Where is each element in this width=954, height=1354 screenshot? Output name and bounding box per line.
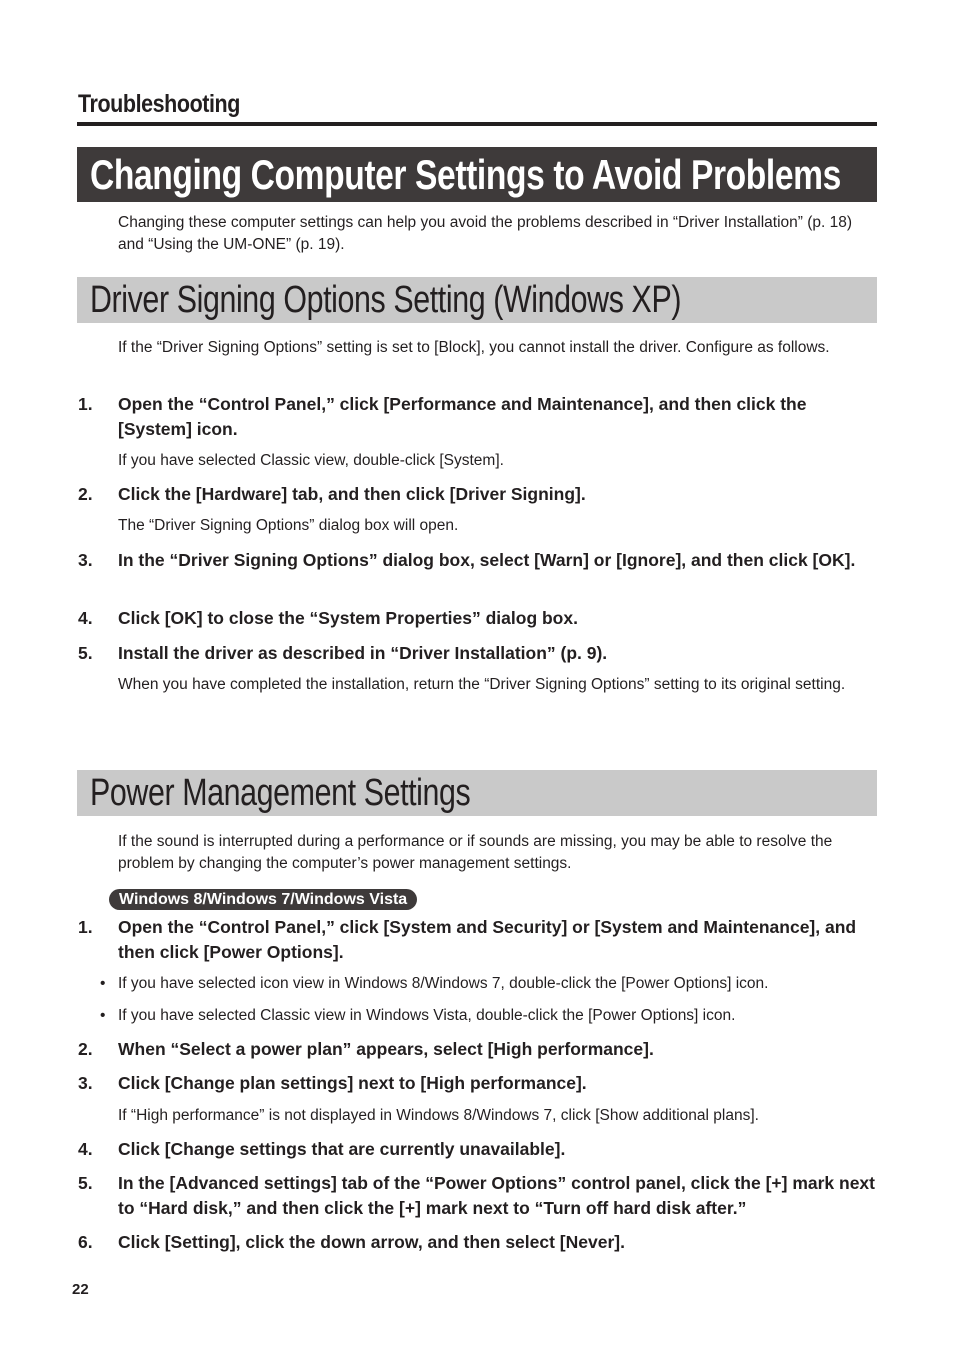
step-number: 2. bbox=[78, 484, 93, 504]
step-number: 5. bbox=[78, 1173, 93, 1193]
power-title: Power Management Settings bbox=[90, 772, 471, 814]
step-text: Click [Change plan settings] next to [High performance]. bbox=[118, 1073, 587, 1093]
pw-step-6 bbox=[78, 1230, 878, 1255]
ds-step-5 bbox=[78, 641, 878, 666]
bullet-icon: • bbox=[100, 1007, 106, 1024]
pw-step-3 bbox=[78, 1071, 878, 1096]
header-rule bbox=[77, 122, 877, 126]
step-text: Click [OK] to close the “System Properties” dialog box. bbox=[118, 608, 578, 628]
step-number: 2. bbox=[78, 1039, 93, 1059]
ds-step-5-note: When you have completed the installation, return the “Driver Signing Options” setting to its original setting. bbox=[118, 676, 846, 693]
ds-step-4 bbox=[78, 606, 878, 631]
power-title-bar bbox=[77, 770, 877, 816]
driver-signing-title: Driver Signing Options Setting (Windows XP) bbox=[90, 279, 682, 321]
ds-step-2-note: The “Driver Signing Options” dialog box will open. bbox=[118, 517, 459, 534]
pw-step-4 bbox=[78, 1137, 878, 1162]
ds-step-3 bbox=[78, 548, 878, 573]
step-number: 6. bbox=[78, 1232, 93, 1252]
step-number: 4. bbox=[78, 608, 93, 628]
step-number: 3. bbox=[78, 1073, 93, 1093]
pw-step-5 bbox=[78, 1171, 878, 1220]
step-number: 4. bbox=[78, 1139, 93, 1159]
step-text: Open the “Control Panel,” click [System and Security] or [System and Maintenance], and then click [Power Options]. bbox=[118, 917, 857, 962]
step-text: In the [Advanced settings] tab of the “Power Options” control panel, click the [+] mark next to “Hard disk,” and then click the [+] mark next to “Turn off hard disk after.” bbox=[118, 1173, 875, 1218]
step-text: Install the driver as described in “Driver Installation” (p. 9). bbox=[118, 643, 608, 663]
ds-step-1 bbox=[78, 392, 878, 441]
pw-bullet-1 bbox=[100, 973, 878, 995]
step-text: Click [Change settings that are currently unavailable]. bbox=[118, 1139, 566, 1159]
ds-step-1-note: If you have selected Classic view, double-click [System]. bbox=[118, 452, 504, 469]
bullet-text: If you have selected Classic view in Windows Vista, double-click the [Power Options] icon. bbox=[118, 1007, 736, 1024]
step-text: Open the “Control Panel,” click [Performance and Maintenance], and then click the [System] icon. bbox=[118, 394, 807, 439]
pw-step-1 bbox=[78, 915, 878, 964]
step-number: 1. bbox=[78, 917, 93, 937]
bullet-icon: • bbox=[100, 975, 106, 992]
step-text: When “Select a power plan” appears, select [High performance]. bbox=[118, 1039, 654, 1059]
step-text: Click [Setting], click the down arrow, and then select [Never]. bbox=[118, 1232, 625, 1252]
step-text: Click the [Hardware] tab, and then click [Driver Signing]. bbox=[118, 484, 586, 504]
main-title: Changing Computer Settings to Avoid Problems bbox=[90, 151, 841, 198]
step-number: 3. bbox=[78, 550, 93, 570]
ds-step-2 bbox=[78, 482, 878, 507]
page-number: 22 bbox=[72, 1281, 89, 1298]
step-number: 1. bbox=[78, 394, 93, 414]
step-number: 5. bbox=[78, 643, 93, 663]
os-label-badge: Windows 8/Windows 7/Windows Vista bbox=[109, 889, 417, 910]
driver-signing-intro: If the “Driver Signing Options” setting is set to [Block], you cannot install the driver. Configure as follows. bbox=[118, 339, 830, 356]
intro-paragraph: Changing these computer settings can help you avoid the problems described in “Driver Installation” (p. 18) and “Using the UM-ONE” (p. 19). bbox=[118, 214, 853, 253]
pw-step-3-note: If “High performance” is not displayed in Windows 8/Windows 7, click [Show additional plans]. bbox=[118, 1107, 759, 1124]
pw-bullet-2 bbox=[100, 1005, 878, 1027]
power-intro: If the sound is interrupted during a performance or if sounds are missing, you may be able to resolve the problem by changing the computer’s power management settings. bbox=[118, 833, 833, 872]
pw-step-2 bbox=[78, 1037, 878, 1062]
driver-signing-title-bar bbox=[77, 277, 877, 323]
bullet-text: If you have selected icon view in Windows 8/Windows 7, double-click the [Power Options] icon. bbox=[118, 975, 769, 992]
section-header: Troubleshooting bbox=[78, 90, 240, 118]
main-title-bar bbox=[77, 147, 877, 202]
step-text: In the “Driver Signing Options” dialog box, select [Warn] or [Ignore], and then click [OK]. bbox=[118, 550, 856, 570]
